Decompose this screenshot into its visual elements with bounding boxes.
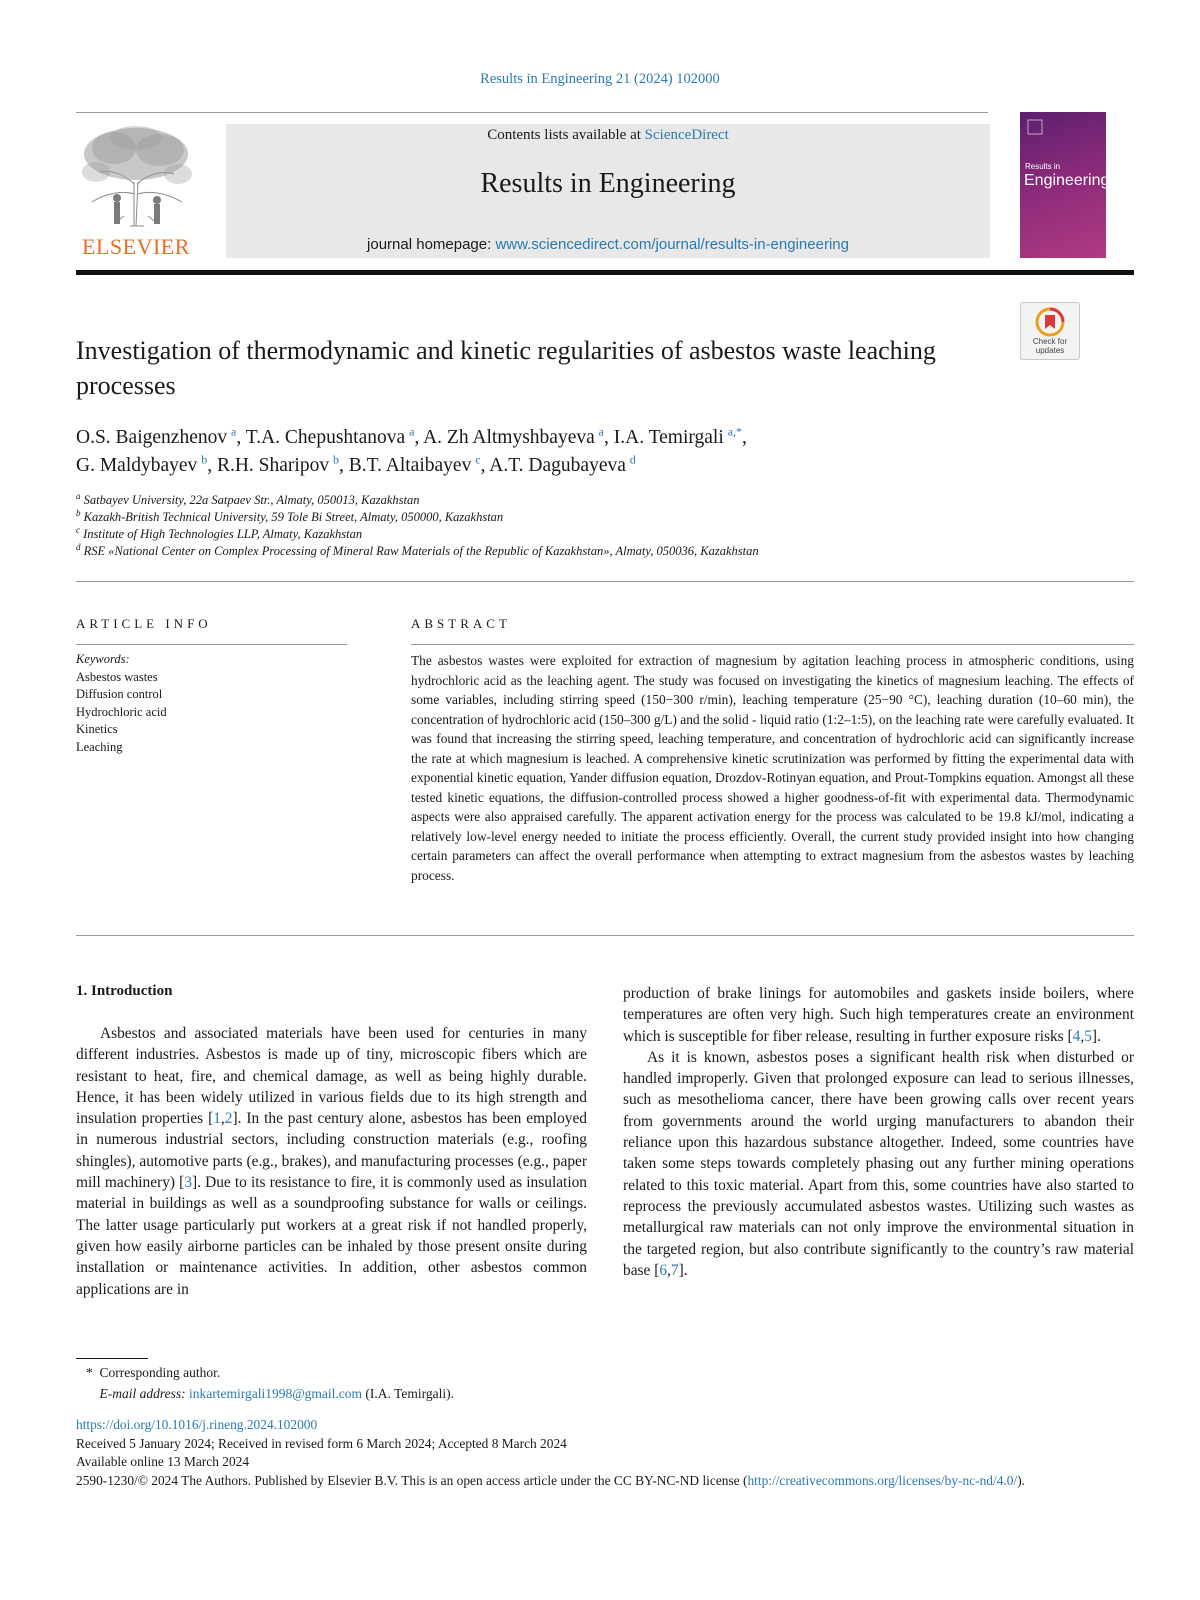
affiliation-key: b xyxy=(76,507,81,518)
cover-subtitle: Results in xyxy=(1025,162,1061,171)
affiliation-item xyxy=(76,492,1126,509)
affiliation-key: c xyxy=(76,524,80,535)
intro-text: Asbestos and associated materials have been used for centuries in many different industries. Asbestos is made up of tiny, microscopic fibers which are resistant to heat, fire, and chemical damage, as well as being highly durable. Hence, it has been widely utilized in various fields due to its high strength and insulation properties [ xyxy=(76,1025,587,1128)
affiliation-text: Institute of High Technologies LLP, Almaty, Kazakhstan xyxy=(83,527,363,541)
author-affiliation-mark[interactable]: a xyxy=(231,424,237,439)
author-name: G. Maldybayev xyxy=(76,455,198,476)
journal-homepage-link[interactable]: www.sciencedirect.com/journal/results-in-engineering xyxy=(495,236,849,253)
check-updates-line1: Check for xyxy=(1032,337,1068,346)
elsevier-cover-icon xyxy=(1026,118,1046,138)
author-name: I.A. Temirgali xyxy=(613,427,724,448)
affiliation-text: Kazakh-British Technical University, 59 Tole Bi Street, Almaty, 050000, Kazakhstan xyxy=(83,510,504,524)
top-rule xyxy=(76,112,988,113)
homepage-line xyxy=(226,236,990,253)
keyword-item: Leaching xyxy=(76,739,123,754)
affiliation-key: a xyxy=(76,490,81,501)
check-for-updates-label xyxy=(1021,337,1079,355)
footnote xyxy=(86,1362,454,1404)
license-text: 2590-1230/© 2024 The Authors. Published by Elsevier B.V. This is an open access article under the CC BY-NC-ND license ( xyxy=(76,1473,748,1489)
journal-cover[interactable] xyxy=(1020,112,1110,258)
section-rule xyxy=(76,581,1134,582)
citation-link[interactable]: 3 xyxy=(184,1174,192,1192)
keyword-item: Asbestos wastes xyxy=(76,669,158,684)
affiliation-item xyxy=(76,526,1126,543)
intro-text: production of brake linings for automobiles and gaskets inside boilers, where temperatures are often very high. Such high temperatures create an environment which is susceptible for fiber release, resulting in further exposure risks [ xyxy=(623,985,1134,1045)
keywords-label: Keywords: xyxy=(76,652,130,666)
section-rule xyxy=(76,935,1134,936)
author-affiliation-mark[interactable]: b xyxy=(201,452,208,467)
elsevier-logo xyxy=(74,124,198,260)
affiliation-item xyxy=(76,509,1126,526)
citation-link[interactable]: 4 xyxy=(1072,1027,1081,1045)
author-affiliation-mark[interactable]: b xyxy=(333,452,339,467)
email-owner: (I.A. Temirgali). xyxy=(365,1386,454,1401)
email-link[interactable]: inkartemirgali1998@gmail.com xyxy=(189,1386,363,1401)
available-online: Available online 13 March 2024 xyxy=(76,1454,250,1470)
keyword-item: Kinetics xyxy=(76,722,118,736)
intro-paragraph-3: As it is known, asbestos poses a significant health risk when disturbed or handled improperly. Given that prolonged exposure can lead to serious illnesses, such as mesothelioma cancer, there have been growing calls over recent years from governments around the world urging manufacturers to abandon their reliance upon this hazardous substance altogether. Indeed, some countries have taken some steps towards completely phasing out any further mining operations related to this toxic material. Apart from this, some countries have also started to reprocess the previously accumulated asbestos wastes. Utilizing such wastes as metallurgical raw materials can not only improve the environmental situation in the targeted region, but also contribute significantly to the country’s raw material base [6,7]. xyxy=(623,1048,1134,1279)
intro-paragraph-2: production of brake linings for automobiles and gaskets inside boilers, where temperatures are often very high. Such high temperatures create an environment which is susceptible for fiber release, resulting in further exposure risks [4,5]. xyxy=(623,985,1134,1045)
license-line xyxy=(76,1472,1136,1491)
sciencedirect-link[interactable]: ScienceDirect xyxy=(644,127,729,143)
journal-reference[interactable]: Results in Engineering 21 (2024) 102000 xyxy=(480,71,720,87)
author-affiliation-mark[interactable]: a xyxy=(598,424,604,439)
cover-title: Engineering xyxy=(1024,172,1110,189)
article-info-rule xyxy=(76,644,347,645)
affiliation-item xyxy=(76,543,1126,560)
citation-link[interactable]: 7 xyxy=(670,1261,679,1279)
email-label: E-mail address: xyxy=(99,1386,186,1401)
publication-info xyxy=(76,1416,1136,1491)
email-line xyxy=(86,1383,454,1404)
intro-right-column xyxy=(623,983,1134,1281)
corresponding-label: Corresponding author. xyxy=(99,1365,221,1380)
corresponding-author-note xyxy=(86,1362,454,1383)
doi-link[interactable]: https://doi.org/10.1016/j.rineng.2024.102000 xyxy=(76,1417,318,1432)
affiliation-text: RSE «National Center on Complex Processing of Mineral Raw Materials of the Republic of Kazakhstan», Almaty, 050036, Kazakhstan xyxy=(83,544,759,558)
abstract-text: The asbestos wastes were exploited for extraction of magnesium by agitation leaching process in atmospheric conditions, using hydrochloric acid as the leaching agent. The study was focused on investigating the kinetics of magnesium leaching. The effects of some variables, including stirring speed (150−300 r/min), leaching temperature (25−90 °C), leaching duration (10–60 min), the concentration of hydrochloric acid (150–300 g/L) and the solid - liquid ratio (1:2–1:5), on the leaching rate were carefully evaluated. It was found that increasing the stirring speed, leaching temperature, and concentration of hydrochloric acid can significantly increase the rate at which magnesium is leached. A comprehensive kinetic scrutinization was performed by fitting the experimental data with exponential kinetic equation, Yander diffusion equation, Drozdov-Rotinyan equation, and Prout-Tompkins equation. Amongst all these tested kinetic equations, the diffusion-controlled process showed a higher goodness-of-fit with experimental data. Thermodynamic aspects were also appraised carefully. The apparent activation energy for the process was calculated to be 19.8 kJ/mol, indicating a relatively low-level energy needed to initiate the process efficiently. Overall, the current study provided insight into how changing certain parameters can affect the overall performance when attempting to extract magnesium from the asbestos wastes by leaching process. xyxy=(411,653,1134,883)
check-for-updates-icon xyxy=(1034,307,1066,337)
header-thick-rule xyxy=(76,270,1134,275)
author-affiliation-mark[interactable]: d xyxy=(629,452,636,467)
author-name: R.H. Sharipov xyxy=(216,455,330,476)
check-updates-line2: updates xyxy=(1035,346,1065,355)
journal-banner xyxy=(226,124,990,258)
license-suffix: ). xyxy=(1017,1473,1025,1489)
homepage-prefix: journal homepage: xyxy=(367,236,496,253)
keywords-block xyxy=(76,651,346,756)
keyword-item: Diffusion control xyxy=(76,687,163,701)
footnote-rule xyxy=(76,1358,148,1359)
journal-name: Results in Engineering xyxy=(480,168,736,199)
author-list: O.S. Baigenzhenov $^a$, T.A. Chepushtanova $^a$, A. Zh Altmyshbayeva $^a$, I.A. Temirgali $^{a,*}$, G. Maldybayev $^b$, R.H. Sharipov $^b$, B.T. Altaibayev $^c$, A.T. Dagubayeva $^d$ xyxy=(76,424,747,476)
elsevier-tree-icon xyxy=(74,124,198,228)
author-name: O.S. Baigenzhenov xyxy=(76,427,228,448)
intro-text: ]. In the past century alone, asbestos has been employed in numerous industrial sectors, including construction materials (e.g., roofing shingles), automotive parts (e.g., brakes), and manufacturing processes (e.g., paper mill machinery) [ xyxy=(76,1110,587,1192)
intro-text: ]. xyxy=(678,1261,688,1279)
keyword-item: Hydrochloric acid xyxy=(76,704,167,719)
citation-link[interactable]: 6 xyxy=(659,1261,668,1279)
corresponding-author-mark[interactable]: * xyxy=(736,424,743,439)
intro-text: ]. xyxy=(1091,1027,1101,1045)
abstract-heading: ABSTRACT xyxy=(411,616,511,631)
abstract-rule xyxy=(411,644,1134,645)
author-affiliation-mark[interactable]: a xyxy=(409,424,415,439)
contents-line xyxy=(226,127,990,144)
introduction-heading: 1. Introduction xyxy=(76,983,173,999)
author-name: A.T. Dagubayeva xyxy=(489,455,626,476)
intro-paragraph-1: Asbestos and associated materials have been used for centuries in many different industries. Asbestos is made up of tiny, microscopic fibers which are resistant to heat, fire, and chemical damage, as well as being highly durable. Hence, it has been widely utilized in various fields due to its high strength and insulation properties [1,2]. In the past century alone, asbestos has been employed in numerous industrial sectors, including construction materials (e.g., roofing shingles), automotive parts (e.g., brakes), and manufacturing processes (e.g., paper mill machinery) [3]. Due to its resistance to fire, it is commonly used as insulation material in buildings as well as a soundproofing substance for walls or ceilings. The latter usage particularly put workers at a great risk if not handled properly, given how easily airborne particles can be inhaled by those present onsite during installation or maintenance activities. In addition, other asbestos common applications are in xyxy=(76,1025,587,1298)
author-affiliation-mark[interactable]: c xyxy=(475,452,481,467)
license-link[interactable]: http://creativecommons.org/licenses/by-nc-nd/4.0/ xyxy=(747,1473,1018,1489)
intro-text: As it is known, asbestos poses a significant health risk when disturbed or handled improperly. Given that prolonged exposure can lead to serious illnesses, such as mesothelioma cancer, there have been growing calls over recent years from governments around the world urging manufacturers to abandon their reliance upon this hazardous substance altogether. Indeed, some countries have taken some steps towards completely phasing out any further mining operations related to this toxic material. Apart from this, some countries have also started to reprocess the previously accumulated asbestos wastes. Utilizing such wastes as metallurgical raw materials can not only improve the environmental situation in the targeted region, but also contribute significantly to the country’s raw material base [ xyxy=(623,1048,1134,1279)
contents-prefix: Contents lists available at xyxy=(487,127,645,143)
affiliation-list xyxy=(76,492,1126,560)
intro-text: ]. Due to its resistance to fire, it is commonly used as insulation material in buildings as well as a soundproofing substance for walls or ceilings. The latter usage particularly put workers at a great risk if not handled properly, given how easily airborne particles can be inhaled by those present onsite during installation or maintenance activities. In addition, other asbestos common applications are in xyxy=(76,1174,587,1298)
article-info-heading: ARTICLE INFO xyxy=(76,616,212,631)
received-dates: Received 5 January 2024; Received in revised form 6 March 2024; Accepted 8 March 2024 xyxy=(76,1435,567,1451)
affiliation-text: Satbayev University, 22a Satpaev Str., Almaty, 050013, Kazakhstan xyxy=(83,493,420,507)
affiliation-key: d xyxy=(76,541,81,552)
footnote-marker: * xyxy=(86,1365,93,1380)
citation-link[interactable]: 2 xyxy=(224,1110,233,1128)
author-name: A. Zh Altmyshbayeva xyxy=(423,427,595,448)
article-title: Investigation of thermodynamic and kinetic regularities of asbestos waste leaching processes xyxy=(76,336,936,400)
author-name: B.T. Altaibayev xyxy=(348,455,472,476)
elsevier-wordmark: ELSEVIER xyxy=(82,234,190,259)
author-affiliation-mark[interactable]: a, xyxy=(727,424,737,439)
citation-link[interactable]: 5 xyxy=(1084,1027,1092,1045)
author-name: T.A. Chepushtanova xyxy=(245,427,406,448)
check-for-updates-button[interactable] xyxy=(1020,302,1080,360)
citation-link[interactable]: 1 xyxy=(213,1110,221,1128)
